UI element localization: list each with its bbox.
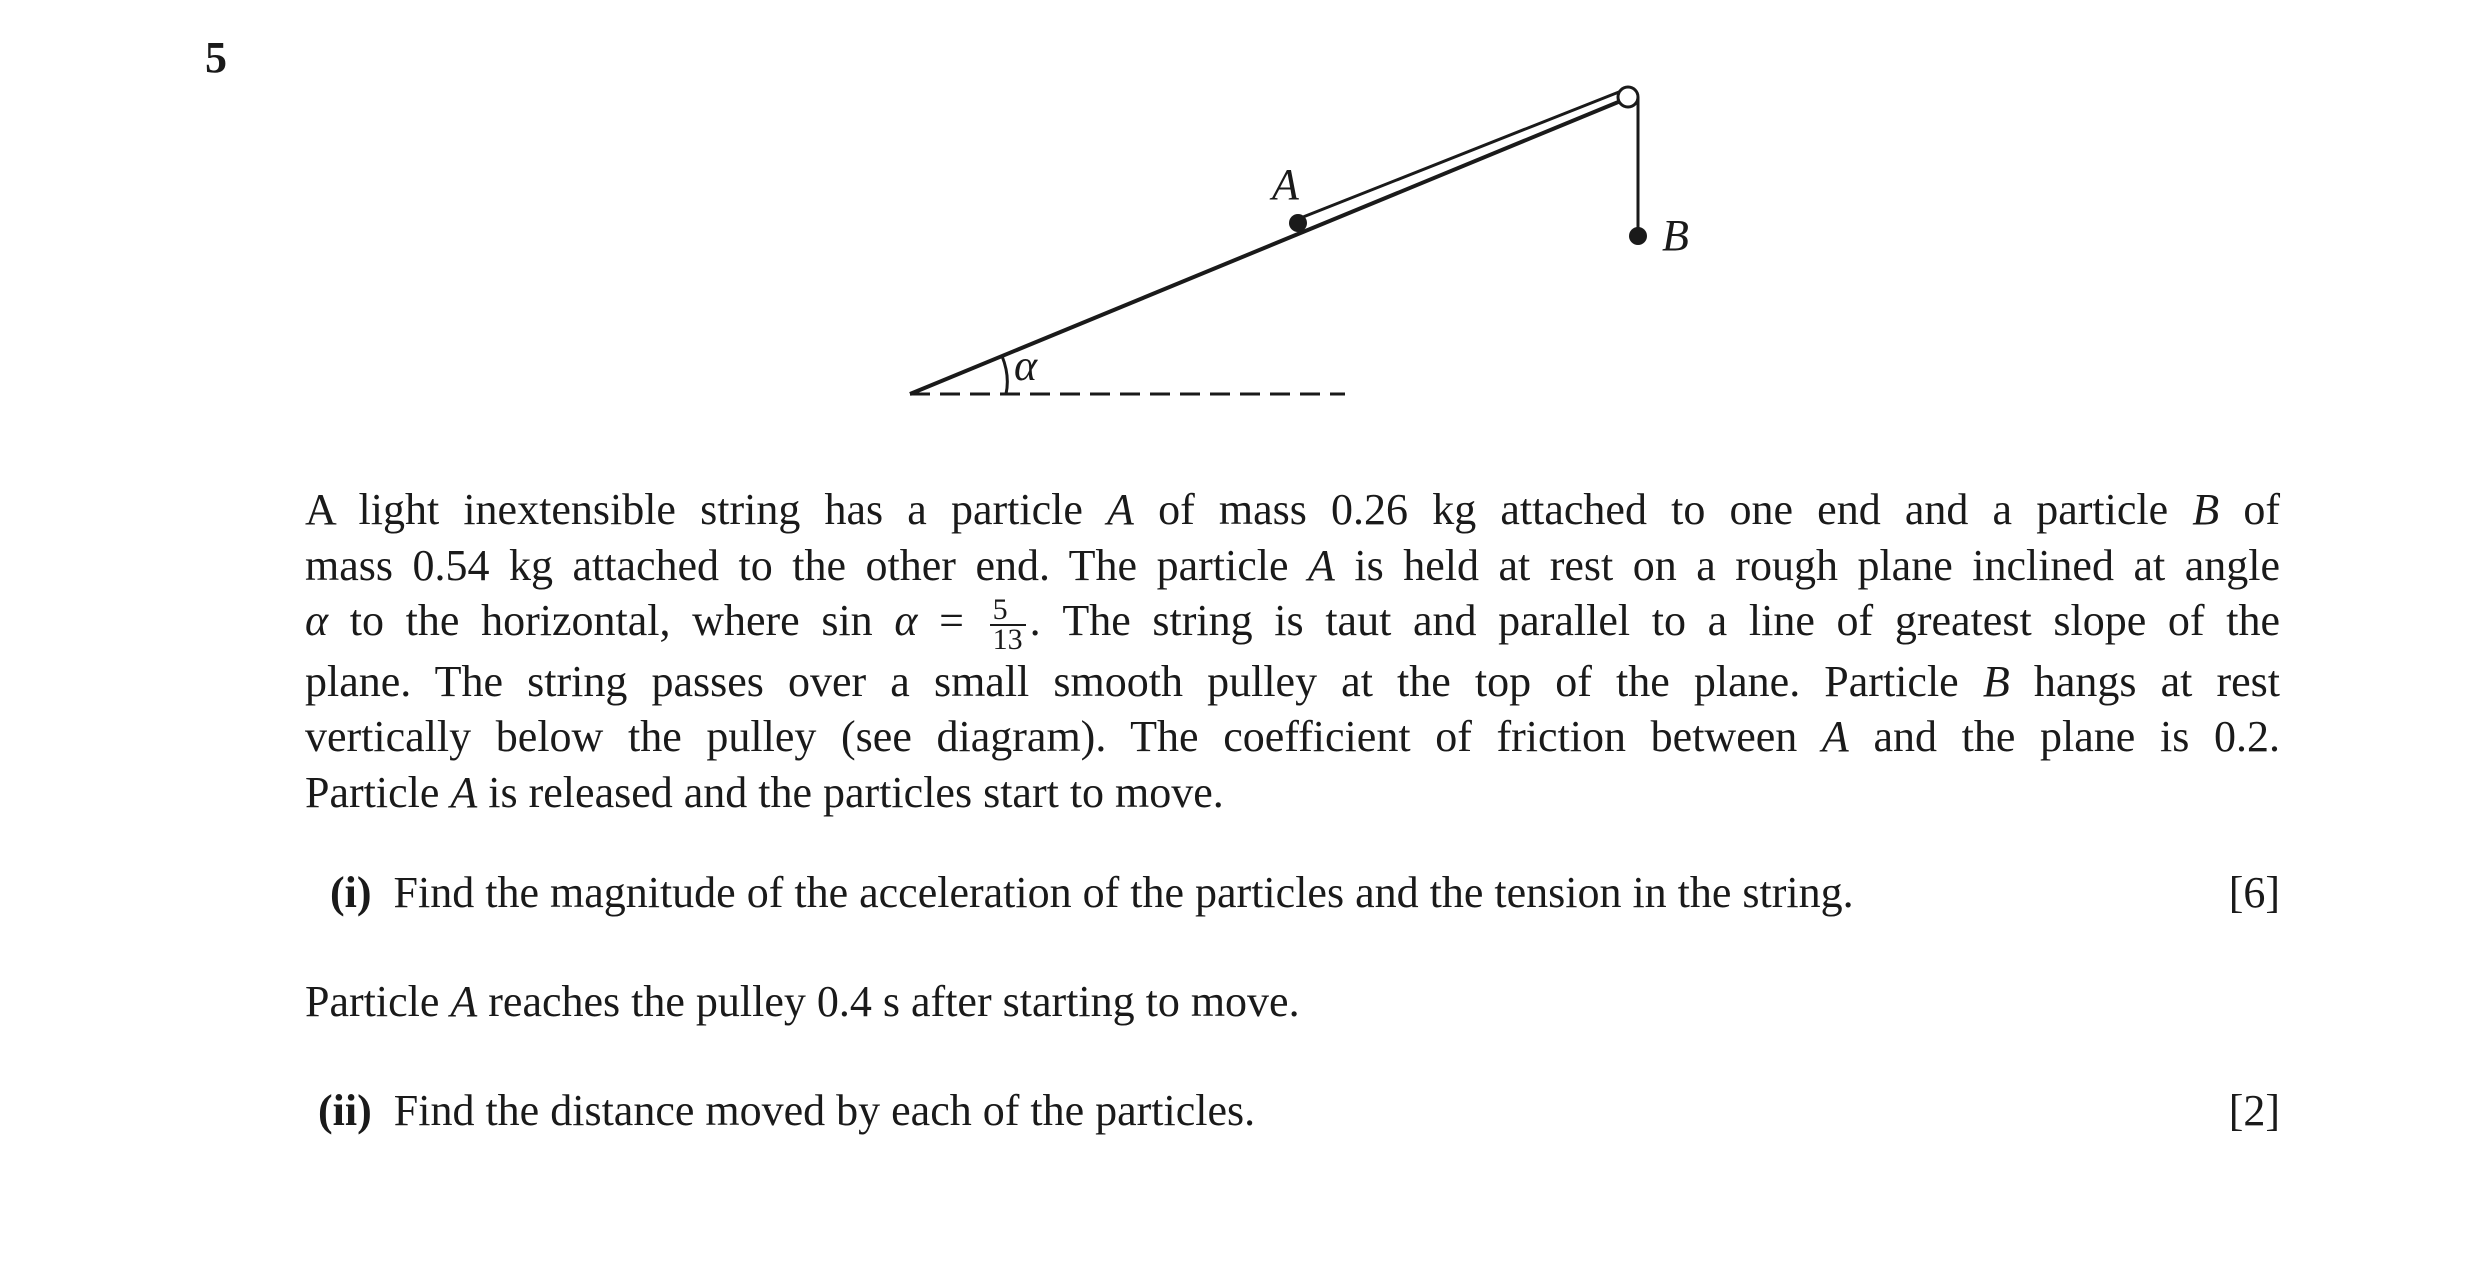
label-angle: α [1014, 341, 1038, 390]
stem-line-1: A light inextensible string has a particle A of mass 0.26 kg attached to one end and a particle B of [305, 485, 2280, 534]
part-ii-text: Find the distance moved by each of the particles. [393, 1086, 1256, 1135]
part-i-text: Find the magnitude of the acceleration of the particles and the tension in the string. [393, 868, 1854, 917]
part-i-marks: [6] [2228, 868, 2280, 917]
particle-a [1289, 214, 1307, 232]
stem-line-3: α to the horizontal, where sin α = $\frac{5}{13}$ . The string is taut and parallel to a line of greatest slope of the [305, 592, 2280, 656]
middle-statement: Particle A reaches the pulley 0.4 s after starting to move. [305, 977, 1300, 1026]
label-b: B [1662, 211, 1689, 260]
question-number: 5 [205, 33, 227, 82]
angle-arc [1002, 356, 1007, 394]
fraction-5-13: $\frac{5}{13}$ [990, 596, 1026, 654]
part-ii-marks: [2] [2228, 1086, 2280, 1135]
part-i [330, 868, 1854, 917]
question-stem [305, 482, 2280, 820]
part-i-label: (i) [330, 868, 372, 917]
label-a: A [1272, 160, 1299, 209]
part-ii [318, 1086, 1256, 1135]
part-ii-label: (ii) [318, 1086, 372, 1135]
pulley [1618, 87, 1638, 107]
particle-b [1629, 227, 1647, 245]
plane-top-edge [1298, 90, 1624, 219]
stem-line-2: mass 0.54 kg attached to the other end. The particle A is held at rest on a rough plane inclined at angle [305, 540, 2280, 590]
stem-line-4: plane. The string passes over a small smooth pulley at the top of the plane. Particle B hangs at rest [305, 656, 2280, 706]
inclined-plane-diagram [0, 0, 2480, 420]
stem-line-6: Particle A is released and the particles start to move. [305, 767, 1224, 817]
stem-line-5: vertically below the pulley (see diagram). The coefficient of friction between A and the plane is 0.2. [305, 712, 2280, 762]
